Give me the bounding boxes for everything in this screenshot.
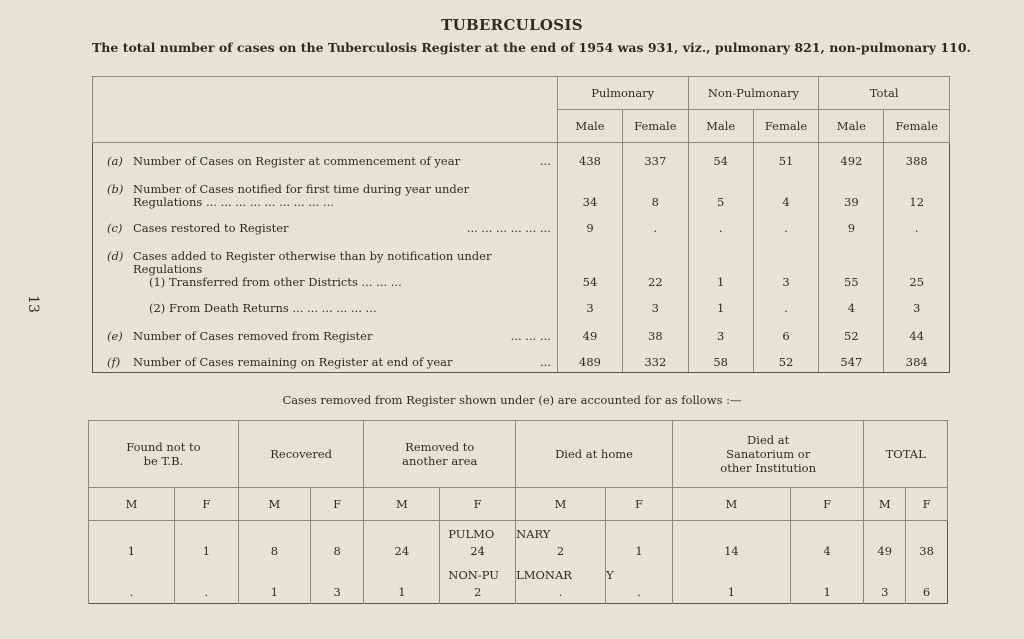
cell: 8 (623, 171, 689, 212)
subhead: F (440, 488, 516, 521)
cell (364, 521, 440, 563)
cell-value: 1 (398, 585, 406, 599)
cell: 51 (753, 143, 819, 172)
cell (516, 562, 606, 604)
cell (89, 521, 175, 563)
cell (790, 562, 863, 604)
table-row (93, 346, 950, 373)
cell-value: 1 (823, 585, 831, 599)
subhead: M (89, 488, 175, 521)
subhead: M (516, 488, 606, 521)
cell: . (753, 292, 819, 318)
table-row (93, 212, 950, 238)
table-row (93, 292, 950, 318)
cell-value: 1 (635, 544, 643, 558)
table-row (89, 562, 948, 604)
group-header (672, 421, 863, 488)
cell: 3 (557, 292, 622, 318)
subhead: Female (884, 110, 950, 143)
subhead: Female (623, 110, 689, 143)
cell-value: 3 (333, 585, 341, 599)
cell (606, 521, 673, 563)
cell: 489 (557, 346, 622, 373)
subhead: M (238, 488, 310, 521)
subhead: Male (688, 110, 753, 143)
cell (440, 521, 516, 563)
cell-value: 6 (922, 585, 931, 599)
cell: 38 (623, 318, 689, 346)
cell: 9 (557, 212, 622, 238)
cell (174, 521, 238, 563)
register-table (92, 76, 950, 373)
subhead: F (310, 488, 364, 521)
cell: 4 (819, 292, 884, 318)
table-row (93, 171, 950, 212)
cell (672, 521, 790, 563)
cell (89, 562, 175, 604)
group-header-pulmonary: Pulmonary (557, 77, 688, 110)
cell: 5 (688, 171, 753, 212)
table-row (93, 238, 950, 292)
group-header-non-pulmonary: Non-Pulmonary (688, 77, 819, 110)
group-header-line: Removed to (405, 440, 475, 454)
group-header-line: another area (402, 454, 478, 468)
table-row (93, 318, 950, 346)
cell-value: . (204, 585, 209, 599)
cell-value: 14 (724, 544, 739, 558)
cell: 3 (753, 238, 819, 292)
cell-value: 24 (394, 544, 410, 558)
row-label: (f) Number of Cases remaining on Register at end of year ... (93, 346, 558, 373)
cell-value: 1 (270, 585, 279, 599)
subhead: F (790, 488, 863, 521)
cell: . (884, 212, 950, 238)
cell: 52 (819, 318, 884, 346)
cell-value: 1 (727, 585, 736, 599)
row-label: (b) Number of Cases notified for first time during year under Regulations ... ... ... ... ... ... ... ... ... (107, 182, 470, 209)
group-header-line: TOTAL (885, 447, 926, 461)
group-header-line: be T.B. (143, 454, 184, 468)
page-number: 13 (24, 295, 41, 313)
cell-value: . (129, 585, 134, 599)
cell (364, 562, 440, 604)
row-type-label: NON-PU (448, 568, 499, 582)
cell-value: . (637, 585, 641, 599)
row-label: (c) Cases restored to Register ... ... ... ... ... ... (107, 221, 551, 235)
group-header-line: Died at home (555, 447, 633, 461)
cell: 384 (884, 346, 950, 373)
cell (440, 562, 516, 604)
subhead: F (174, 488, 238, 521)
cell (864, 521, 906, 563)
cell-value: 8 (333, 544, 341, 558)
cell-value: 8 (270, 544, 279, 558)
cell-value: . (558, 585, 563, 599)
cell (906, 521, 948, 563)
subhead: Female (753, 110, 819, 143)
group-header-line: Sanatorium or (726, 447, 811, 461)
page-title: TUBERCULOSIS (441, 16, 583, 34)
cell (516, 521, 606, 563)
cell (174, 562, 238, 604)
row-label: (d) Cases added to Register otherwise than by notification under Regulations (1) Transferred from other Districts ... ... ... (107, 249, 492, 289)
cell: 1 (688, 292, 753, 318)
cell (790, 521, 863, 563)
cell (310, 562, 364, 604)
group-header-line: Died at (747, 433, 790, 447)
cell-value: 2 (474, 585, 482, 599)
cell (864, 562, 906, 604)
row-label: (a) Number of Cases on Register at commencement of year ... (107, 154, 551, 168)
table-row (93, 143, 950, 172)
cell: 54 (688, 143, 753, 172)
group-header-total: Total (819, 77, 950, 110)
cell: 44 (884, 318, 950, 346)
subhead: Male (819, 110, 884, 143)
cell (906, 562, 948, 604)
cell: 9 (819, 212, 884, 238)
cell (238, 521, 310, 563)
cell: 1 (688, 238, 753, 292)
subhead: M (364, 488, 440, 521)
cell: 25 (884, 238, 950, 292)
cell: 388 (884, 143, 950, 172)
group-header (516, 421, 673, 488)
group-header-line: Found not to (126, 440, 201, 454)
cell: 22 (623, 238, 689, 292)
row-type-label: PULMO (448, 527, 495, 541)
cell: 6 (753, 318, 819, 346)
cell: 3 (623, 292, 689, 318)
cell (606, 562, 673, 604)
removals-table (88, 420, 948, 604)
group-header-line: Recovered (270, 447, 333, 461)
subhead: F (906, 488, 948, 521)
group-header (238, 421, 364, 488)
cell (310, 521, 364, 563)
cell: 332 (623, 346, 689, 373)
subtitle: The total number of cases on the Tuberculosis Register at the end of 1954 was 931, viz., pulmonary 821, non-pulmonary 110. (92, 40, 971, 55)
row-type-label: LMONAR (516, 568, 572, 582)
cell-value: 2 (556, 544, 565, 558)
cell: 49 (557, 318, 622, 346)
row-label: (e) Number of Cases removed from Register ... ... ... (107, 329, 551, 343)
cell: 547 (819, 346, 884, 373)
cell-value: 1 (202, 544, 211, 558)
cell-value: 49 (877, 544, 893, 558)
cell: 52 (753, 346, 819, 373)
cell-value: 24 (470, 544, 485, 558)
caption: Cases removed from Register shown under (e) are accounted for as follows :— (282, 393, 742, 407)
subhead: Male (557, 110, 622, 143)
table-row (89, 521, 948, 563)
cell-value: 38 (919, 544, 934, 558)
cell: 12 (884, 171, 950, 212)
cell: 3 (688, 318, 753, 346)
cell: 54 (557, 238, 622, 292)
group-header (89, 421, 239, 488)
cell-value: 3 (881, 585, 889, 599)
row-type-label: NARY (516, 527, 551, 541)
subhead: M (864, 488, 906, 521)
cell: 55 (819, 238, 884, 292)
cell: 34 (557, 171, 622, 212)
subhead: F (606, 488, 673, 521)
row-label: (2) From Death Returns ... ... ... ... ... ... (149, 301, 377, 315)
group-header (364, 421, 516, 488)
cell: . (753, 212, 819, 238)
cell: 438 (557, 143, 622, 172)
cell: 492 (819, 143, 884, 172)
cell: 4 (753, 171, 819, 212)
label-header (93, 77, 558, 143)
cell: 3 (884, 292, 950, 318)
cell (672, 562, 790, 604)
cell: . (688, 212, 753, 238)
cell: 58 (688, 346, 753, 373)
cell: 337 (623, 143, 689, 172)
row-type-label: Y (606, 568, 614, 582)
group-header (864, 421, 948, 488)
cell-value: 1 (127, 544, 136, 558)
cell-value: 4 (823, 544, 831, 558)
cell: 39 (819, 171, 884, 212)
group-header-line: other Institution (720, 461, 817, 475)
cell (238, 562, 310, 604)
subhead: M (672, 488, 790, 521)
cell: . (623, 212, 689, 238)
